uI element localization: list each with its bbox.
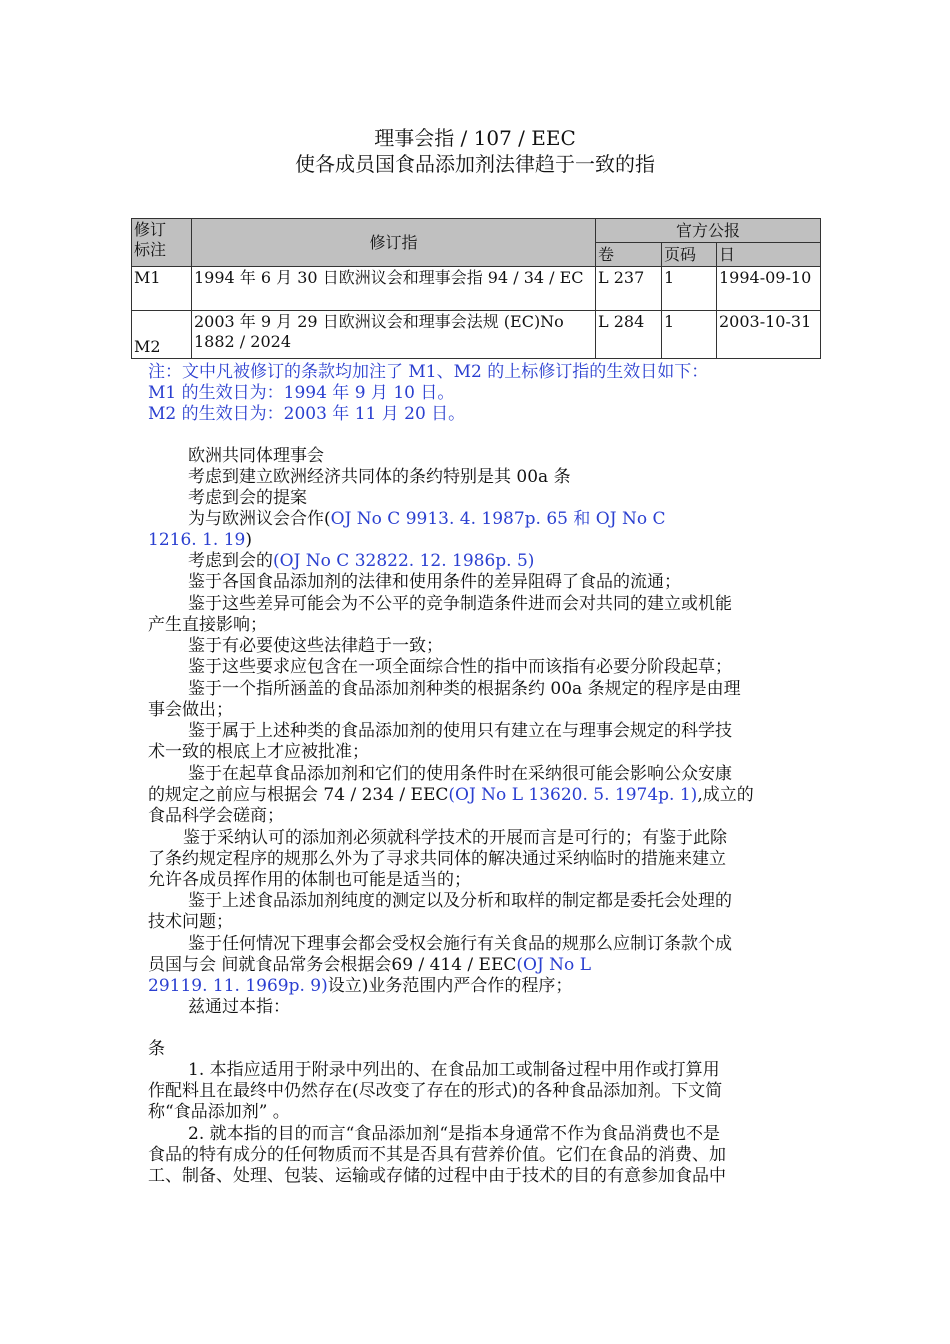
preamble-line: 兹通过本指： (188, 997, 290, 1017)
preamble-line: 鉴于任何情况下理事会都会受权会施行有关食品的规那么应制订条款个成 (188, 934, 732, 954)
preamble-line: 考虑到会的提案 (188, 488, 307, 508)
row-volume: L 284 (596, 311, 662, 359)
oj-reference: 1216. 1. 19 (148, 530, 246, 550)
row-act: 2003 年 9 月 29 日欧洲议会和理事会法规 (EC)No 1882 / 2024 (192, 311, 596, 359)
preamble-line: 29119. 11. 1969p. 9)设立)业务范围内严合作的程序； (148, 976, 573, 996)
preamble-line: 鉴于属于上述种类的食品添加剂的使用只有建立在与理事会规定的科学技 (188, 721, 732, 741)
article-line: 作配料且在最终中仍然存在(尽改变了存在的形式)的各种食品添加剂。下文简 (148, 1081, 723, 1101)
preamble-line: 鉴于采纳认可的添加剂必须就科学技术的开展而言是可行的；有鉴于此除 (183, 828, 727, 848)
preamble-line: 员国与会 间就食品常务会根据会69 / 414 / EEC(OJ No L (148, 955, 591, 975)
header-page: 页码 (662, 243, 717, 267)
row-date: 1994-09-10 (717, 267, 821, 311)
preamble-line: 产生直接影响； (148, 615, 267, 635)
oj-reference: (OJ No C 32822. 12. 1986p. 5) (273, 551, 535, 571)
preamble-line: 为与欧洲议会合作(OJ No C 9913. 4. 1987p. 65 和 OJ No C (188, 509, 666, 529)
preamble-line: 1216. 1. 19) (148, 530, 252, 550)
header-marker: 修订 标注 (132, 219, 192, 267)
oj-reference: (OJ No L 13620. 5. 1974p. 1) (448, 785, 698, 805)
oj-reference: 29119. 11. 1969p. 9) (148, 976, 328, 996)
table-row (132, 311, 821, 359)
article-heading: 条 (148, 1039, 165, 1059)
article-line: 2. 就本指的目的而言“食品添加剂“是指本身通常不作为食品消费也不是 (188, 1124, 721, 1144)
article-line: 称“食品添加剂” 。 (148, 1102, 290, 1122)
article-line: 1. 本指应适用于附录中列出的、在食品加工或制备过程中用作或打算用 (188, 1060, 720, 1080)
preamble-line: 了条约规定程序的规那么外为了寻求共同体的解决通过采纳临时的措施来建立 (148, 849, 726, 869)
preamble-line: 鉴于这些差异可能会为不公平的竞争制造条件进而会对共同的建立或机能 (188, 594, 732, 614)
preamble-line: 的规定之前应与根据会 74 / 234 / EEC(OJ No L 13620. 5. 1974p. 1),成立的 (148, 785, 754, 805)
row-date: 2003-10-31 (717, 311, 821, 359)
amendment-table (131, 218, 821, 359)
row-page: 1 (662, 267, 717, 311)
note-line: M2 的生效日为：2003 年 11 月 20 日。 (148, 404, 466, 424)
preamble-line: 欧洲共同体理事会 (188, 446, 324, 466)
preamble-line: 食品科学会磋商； (148, 806, 284, 826)
header-official-journal: 官方公报 (596, 219, 821, 243)
oj-reference: (OJ No L (516, 955, 591, 975)
preamble-line: 事会做出； (148, 700, 233, 720)
preamble-line: 鉴于上述食品添加剂纯度的测定以及分析和取样的制定都是委托会处理的 (188, 891, 732, 911)
document-subtitle: 使各成员国食品添加剂法律趋于一致的指 (295, 152, 655, 176)
row-volume: L 237 (596, 267, 662, 311)
preamble-line: 鉴于各国食品添加剂的法律和使用条件的差异阻碍了食品的流通； (188, 572, 681, 592)
article-line: 工、制备、处理、包装、运输或存储的过程中由于技术的目的有意参加食品中 (148, 1166, 726, 1186)
header-amending-act: 修订指 (192, 219, 596, 267)
header-volume: 卷 (596, 243, 662, 267)
preamble-line: 允许各成员挥作用的体制也可能是适当的； (148, 870, 471, 890)
row-marker: M1 (132, 267, 192, 311)
preamble-line: 技术问题； (148, 912, 233, 932)
preamble-line: 鉴于在起草食品添加剂和它们的使用条件时在采纳很可能会影响公众安康 (188, 764, 732, 784)
article-line: 食品的特有成分的任何物质而不其是否具有营养价值。它们在食品的消费、加 (148, 1145, 726, 1165)
preamble-line: 考虑到建立欧洲经济共同体的条约特别是其 00a 条 (188, 467, 571, 487)
preamble-line: 鉴于这些要求应包含在一项全面综合性的指中而该指有必要分阶段起草； (188, 657, 732, 677)
document-title: 理事会指 / 107 / EEC (374, 126, 576, 150)
oj-reference: OJ No C 9913. 4. 1987p. 65 和 OJ No C (330, 509, 666, 529)
header-date: 日 (717, 243, 821, 267)
preamble-line: 鉴于一个指所涵盖的食品添加剂种类的根据条约 00a 条规定的程序是由理 (188, 679, 741, 699)
row-act: 1994 年 6 月 30 日欧洲议会和理事会指 94 / 34 / EC (192, 267, 596, 311)
preamble-line: 考虑到会的(OJ No C 32822. 12. 1986p. 5) (188, 551, 535, 571)
preamble-line: 术一致的根底上才应被批准； (148, 742, 369, 762)
note-line: M1 的生效日为：1994 年 9 月 10 日。 (148, 383, 455, 403)
row-page: 1 (662, 311, 717, 359)
preamble-line: 鉴于有必要使这些法律趋于一致； (188, 636, 443, 656)
table-row (132, 267, 821, 311)
row-marker: M2 (132, 311, 192, 359)
note-line: 注：文中凡被修订的条款均加注了 M1、M2 的上标修订指的生效日如下： (148, 362, 709, 382)
